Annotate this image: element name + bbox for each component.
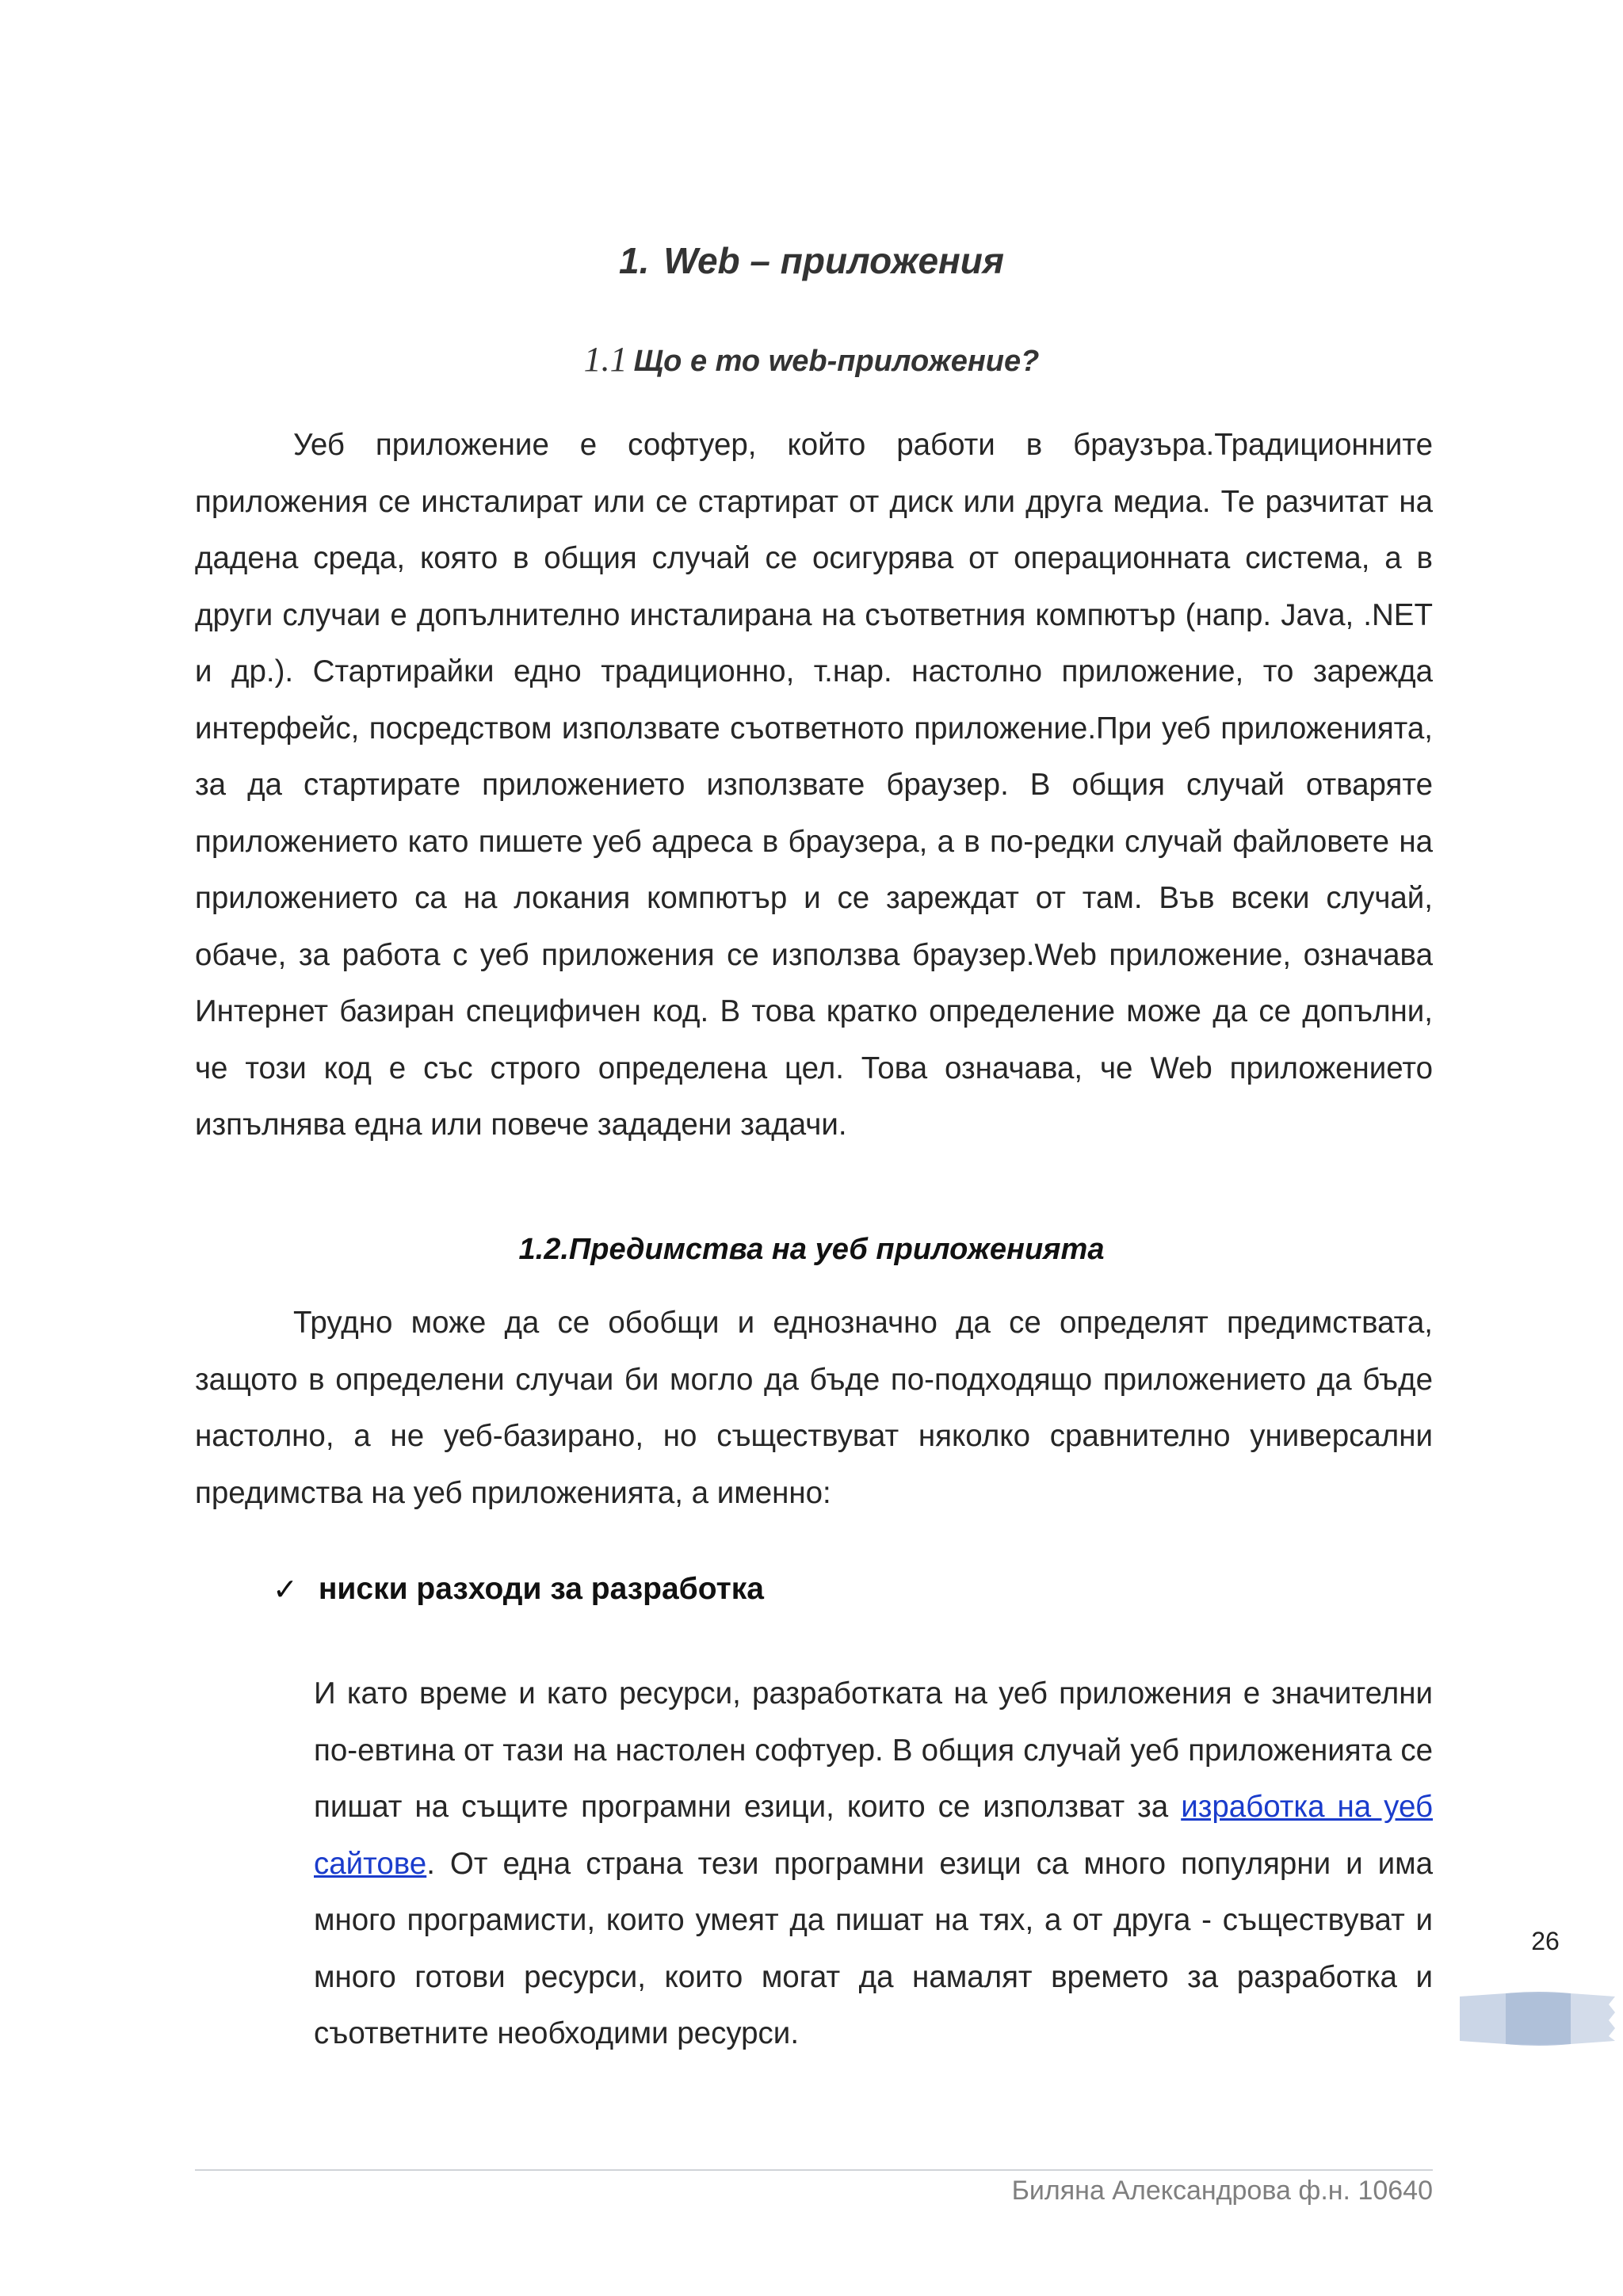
- section-heading-1-1: [0, 339, 1623, 379]
- checkmark-icon: ✓: [273, 1572, 298, 1607]
- chapter-heading: [0, 239, 1623, 282]
- body-paragraph-intro: Уеб приложение е софтуер, който работи в браузъра.Традиционните приложения се инсталират или се стартират от диск или друга медиа. Те разчитат на дадена среда, която в общия случай се осигурява от операционната система, а в други случаи е допълнително инсталирана на съответния компютър (напр. Java, .NET и др.). Стартирайки едно традиционно, т.нар. настолно приложение, то зарежда интерфейс, посредством използвате съответното приложение.При уеб приложенията, за да стартирате приложението използвате браузер. В общия случай отваряте приложението като пишете уеб адреса в браузера, а в по-редки случай файловете на приложението са на локания компютър и се зареждат от там. Във всеки случай, обаче, за работа с уеб приложения се използва браузер.Web приложение, означава Интернет базиран специфичен код. В това кратко определение може да се допълни, че този код е със строго определена цел. Това означава, че Web приложението изпълнява една или повече зададени задачи.: [195, 428, 1433, 1142]
- web-sites-link[interactable]: изработка на уеб сайтове: [314, 1790, 1433, 1881]
- bullet-label: ниски разходи за разработка: [318, 1572, 764, 1606]
- body-paragraph-advantages: Трудно може да се обобщи и еднозначно да се определят предимствата, защото в определени случаи би могло да бъде по-подходящо приложението да бъде настолно, а не уеб-базирано, но съществуват няколко сравнително универсални предимства на уеб приложенията, а именно:: [195, 1306, 1433, 1510]
- body-paragraph-costs: [314, 1665, 1433, 2062]
- footer-author: Биляна Александрова ф.н. 10640: [1011, 2176, 1433, 2206]
- page-ribbon-icon: [1460, 1989, 1615, 2049]
- section-heading-1-2: 1.2.Предимства на уеб приложенията: [518, 1233, 1105, 1266]
- paragraph-text-before-link: И като време и като ресурси, разработката на уеб приложения е значителни по-евтина от тази на настолен софтуер. В общия случай уеб приложенията се пишат на същите програмни езици, които се използват за: [314, 1676, 1433, 1824]
- bullet-item: [273, 1572, 764, 1607]
- footer-divider: [195, 2169, 1433, 2171]
- page-number: 26: [1531, 1927, 1560, 1955]
- section-title: Що е то web-приложение?: [633, 345, 1040, 378]
- chapter-title: Web – приложения: [663, 240, 1004, 281]
- chapter-number: 1.: [618, 240, 650, 281]
- section-number: 1.1: [583, 340, 628, 379]
- paragraph-text-after-link: . От една страна тези програмни езици са много популярни и има много програмисти, които умеят да пишат на тях, а от друга - съществуват и много готови ресурси, които могат да намалят времето за разработка и съответните необходими ресурси.: [314, 1846, 1433, 2050]
